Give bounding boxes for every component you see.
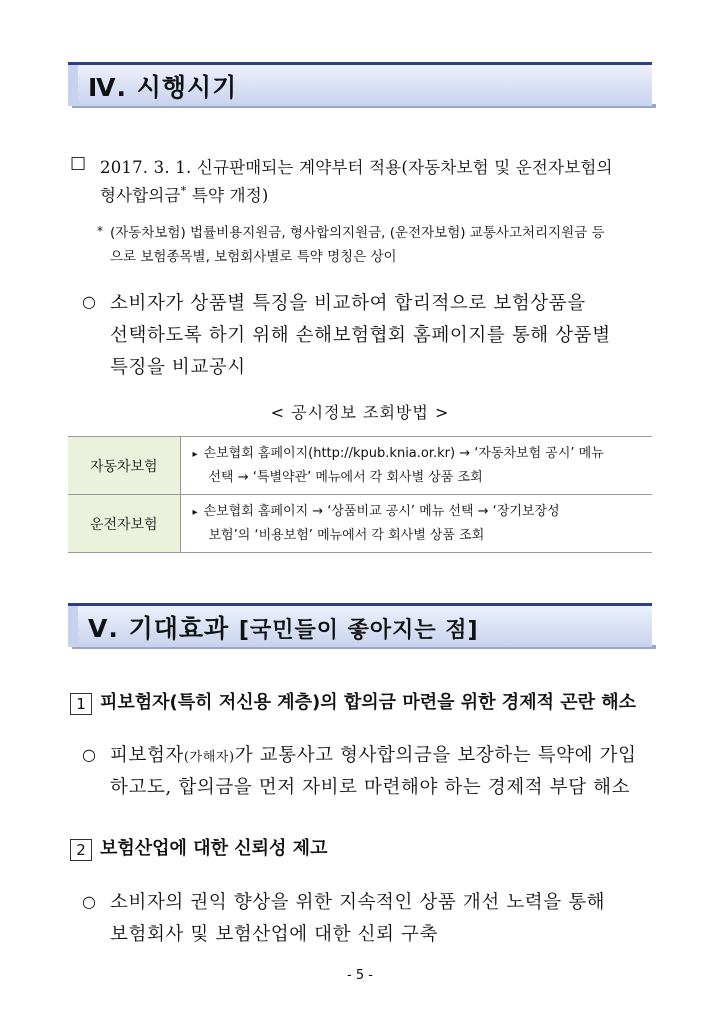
note-line1: (자동차보험) 법률비용지원금, 형사합의지원금, (운전자보험) 교통사고처리지원금 등	[110, 225, 605, 241]
item2-line2: 선택하도록 하기 위해 손해보험협회 홈페이지를 통해 상품별	[110, 325, 611, 346]
row2-line1-text: 손보협회 홈페이지 → ‘상품비교 공시’ 메뉴 선택 → ‘장기보장성	[203, 504, 560, 519]
section-5-header-bar	[68, 606, 78, 647]
effect1-line1-post: 가 교통사고 형사합의금을 보장하는 특약에 가입	[234, 745, 637, 766]
section-4-numeral: Ⅳ.	[88, 72, 127, 102]
effect1-line1-small: (가해자)	[183, 750, 235, 765]
section-5-header	[68, 603, 652, 647]
effect1-heading	[70, 688, 636, 715]
page-number: - 5 -	[347, 968, 373, 983]
section-5-numeral: Ⅴ.	[88, 613, 119, 643]
row2-label: 운전자보험	[68, 495, 180, 553]
disclosure-table	[68, 436, 652, 553]
effect2-number: 2	[70, 839, 92, 861]
effect2-title: 보험산업에 대한 신뢰성 제고	[100, 838, 328, 859]
effect1-title: 피보험자(특히 저신용 계층)의 합의금 마련을 위한 경제적 곤란 해소	[100, 692, 637, 713]
effect2-line2: 보험회사 및 보험산업에 대한 신뢰 구축	[110, 924, 438, 945]
row1-marker: ▸	[192, 449, 198, 460]
note-line2: 으로 보험종목별, 보험회사별로 특약 명칭은 상이	[110, 249, 397, 265]
section-4-title-text: 시행시기	[136, 72, 238, 102]
effect2-line1: 소비자의 권익 향상을 위한 지속적인 상품 개선 노력을 통해	[110, 892, 606, 913]
effect1-line1-pre: 피보험자	[110, 745, 184, 766]
section-4-header	[68, 62, 652, 106]
item2-bullet: ○	[82, 292, 96, 311]
section-4-header-bar	[68, 65, 78, 106]
row2-line2: 보험’의 ‘비용보험’ 메뉴에서 각 회사별 상품 조회	[208, 528, 485, 543]
item1-line2-pre: 형사합의금	[100, 186, 181, 205]
item1-line1: 2017. 3. 1. 신규판매되는 계약부터 적용(자동차보험 및 운전자보험의	[100, 158, 613, 177]
row1-line1	[193, 442, 647, 466]
section-5-title	[88, 609, 479, 645]
effect2-bullet: ○	[82, 892, 96, 911]
row1-line1-text: 손보협회 홈페이지(http://kpub.knia.or.kr) → ‘자동차보험 공시’ 메뉴	[203, 446, 604, 461]
note-marker: *	[97, 224, 103, 238]
table-title: < 공시정보 조회방법 >	[270, 403, 450, 422]
effect1-line1	[110, 741, 637, 767]
item1-line2	[100, 182, 269, 206]
section-5-subtitle: [국민들이 좋아지는 점]	[238, 617, 479, 643]
effect1-number: 1	[70, 693, 92, 715]
item2-line1: 소비자가 상품별 특징을 비교하여 합리적으로 보험상품을	[110, 293, 586, 314]
row2-body	[180, 495, 652, 553]
table-row	[68, 495, 652, 553]
row1-line2: 선택 → ‘특별약관’ 메뉴에서 각 회사별 상품 조회	[208, 470, 483, 485]
item1-footnote-mark: *	[180, 184, 187, 198]
row1-label: 자동차보험	[68, 437, 180, 495]
section-4-title	[88, 68, 237, 104]
effect1-line2: 하고도, 합의금을 먼저 자비로 마련해야 하는 경제적 부담 해소	[110, 777, 631, 798]
row2-line1	[193, 500, 647, 524]
item1-bullet: □	[70, 153, 87, 173]
effect2-heading	[70, 834, 327, 861]
row1-body	[180, 437, 652, 495]
table-row	[68, 437, 652, 495]
item2-line3: 특징을 비교공시	[110, 357, 246, 378]
row2-marker: ▸	[192, 507, 198, 518]
section-5-title-text: 기대효과	[128, 613, 230, 643]
effect1-bullet: ○	[82, 745, 96, 764]
item1-line2-post: 특약 개정)	[186, 186, 269, 205]
